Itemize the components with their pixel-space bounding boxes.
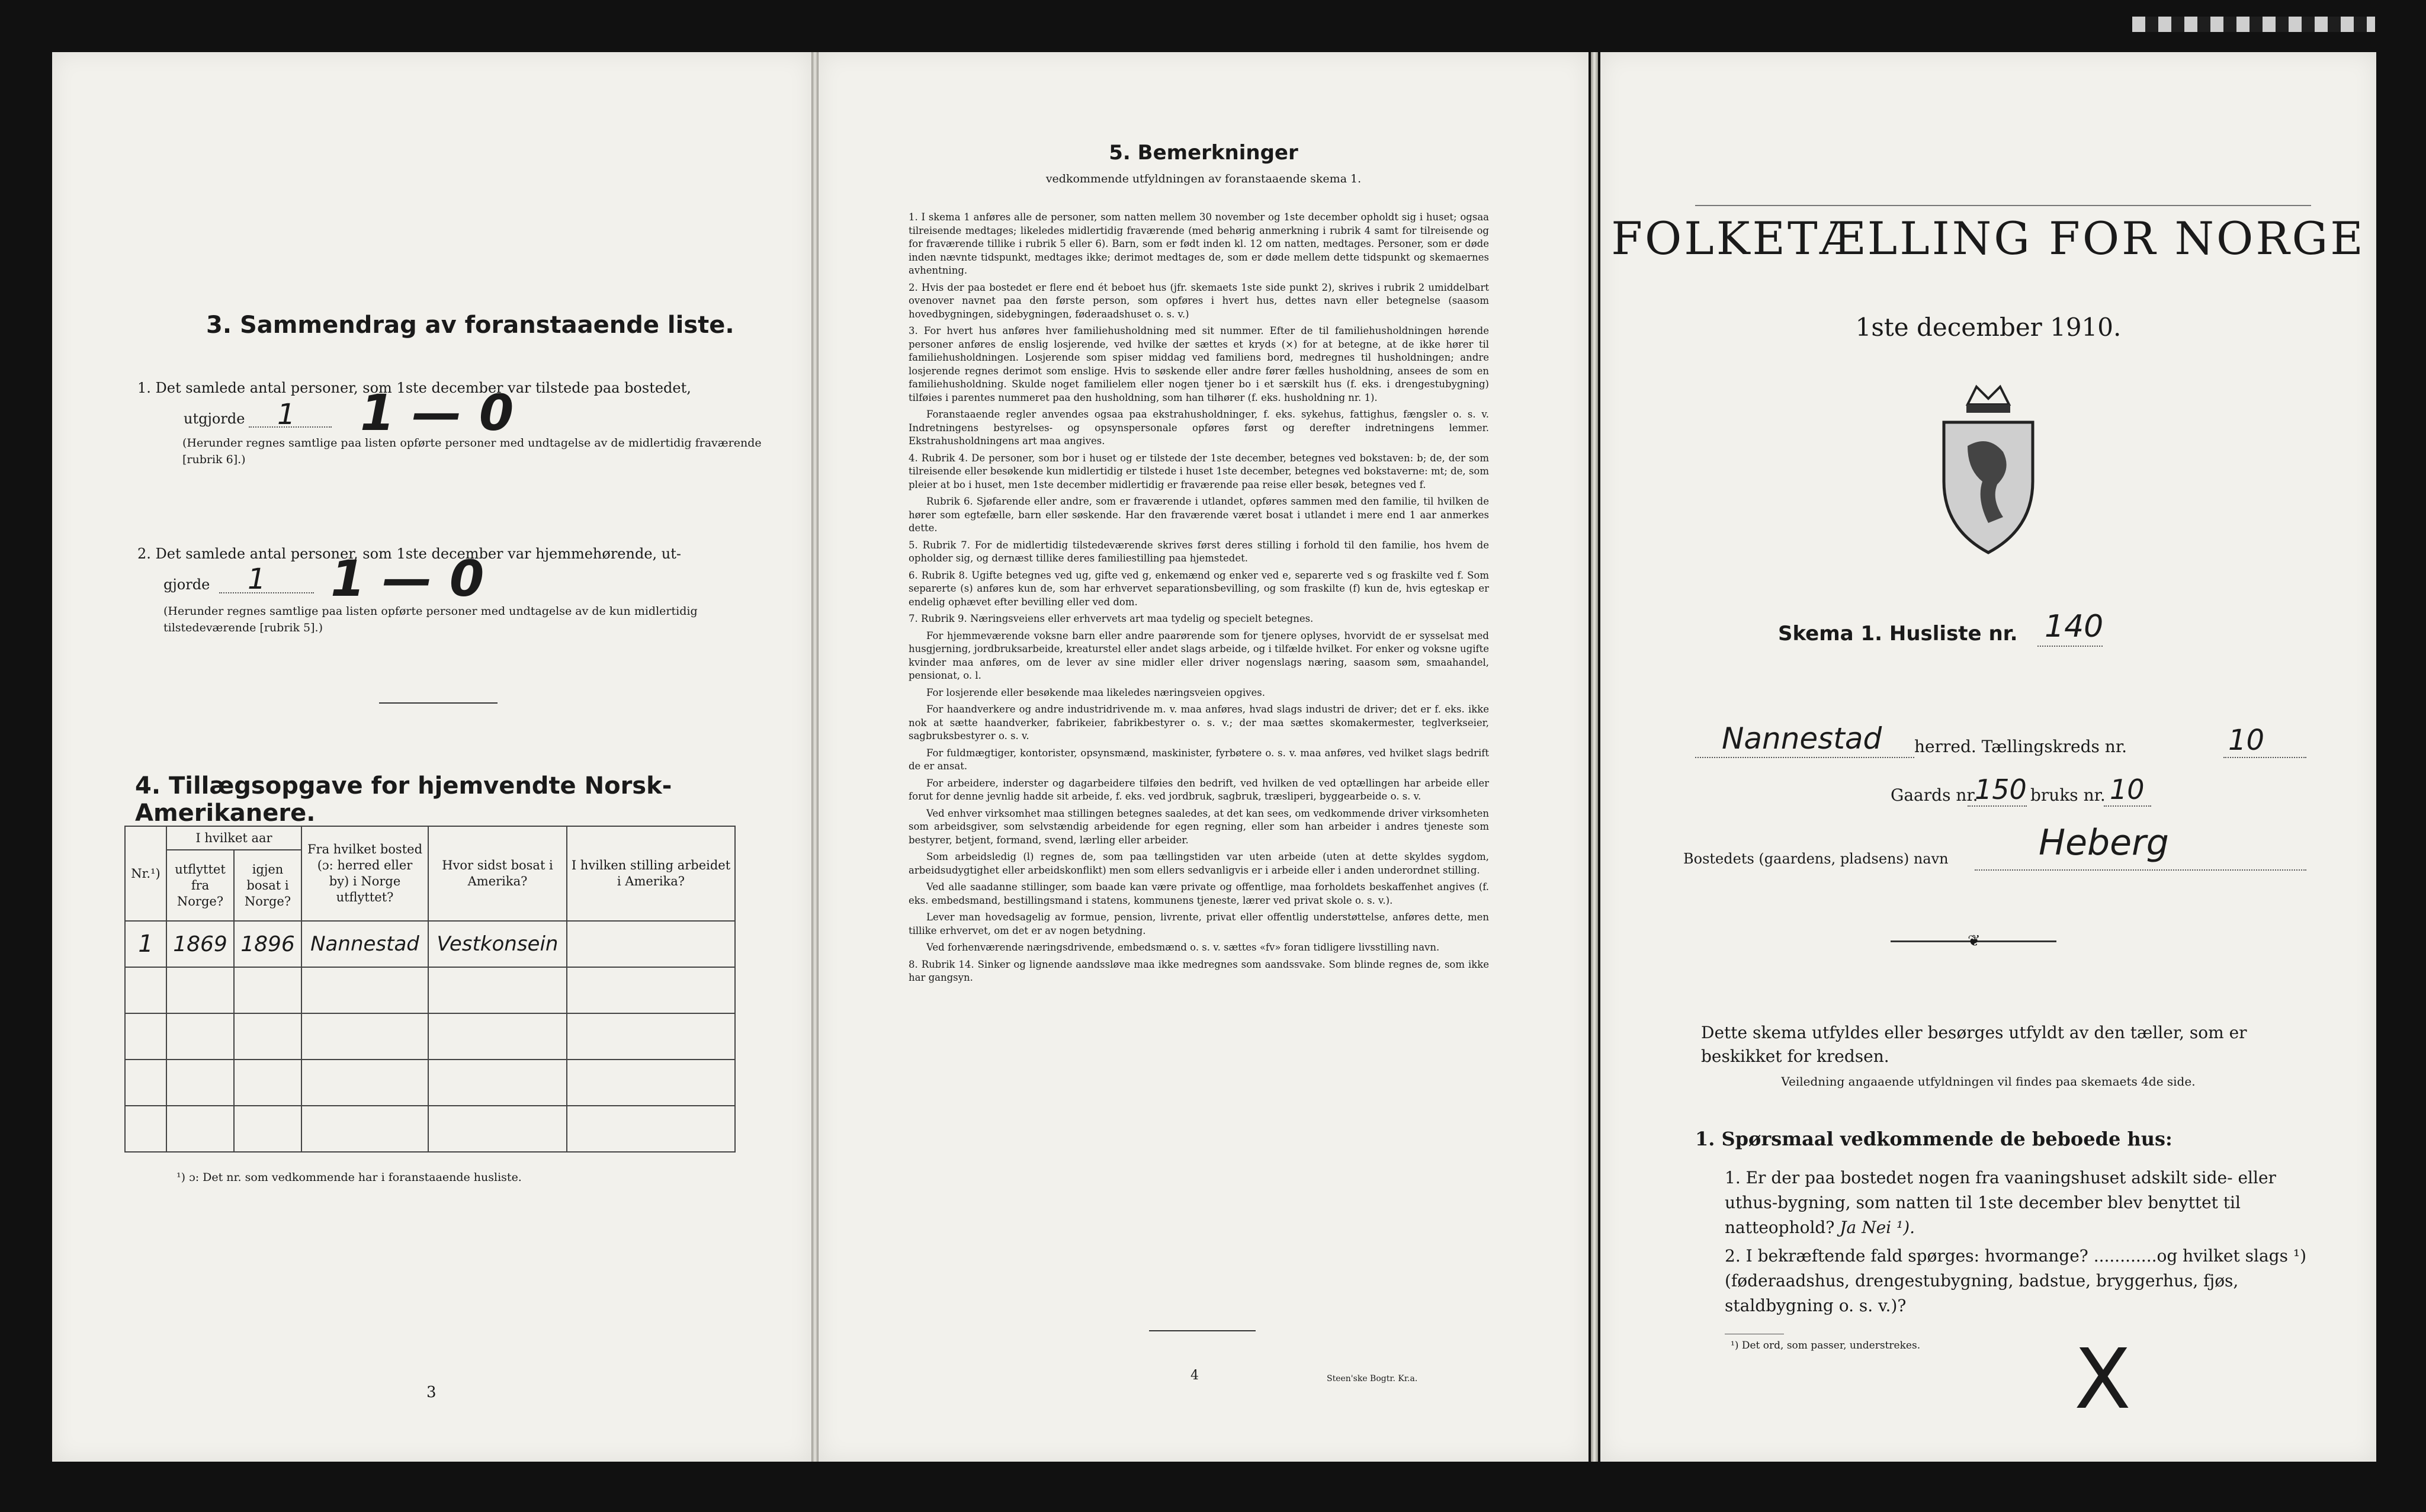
kreds-nr: 10 xyxy=(2228,724,2265,757)
remark-paragraph: For fuldmægtiger, kontorister, opsynsmænd, maskinister, fyrbøtere o. s. v. maa anføres, ved hvilket slags bedrift de er ansat. xyxy=(909,747,1489,772)
remark-paragraph: Som arbeidsledig (l) regnes de, som paa tællingstiden var uten arbeide (uten at dette skyldes sygdom, arbeidsudygtighet eller arbeidskonflikt) men som ellers sedvanligvis er i arbeide eller i anden underordnet stilling. xyxy=(909,851,1489,876)
cell-from: Nannestad xyxy=(301,921,428,967)
question-1-answer: Ja Nei ¹). xyxy=(1840,1218,1915,1237)
remark-paragraph: 4. Rubrik 4. De personer, som bor i huset og er tilstede der 1ste december, betegnes ved bokstaven: b; de, der som tilreisende eller besøkende kun midlertidig er tilstede i huset 1ste december, betegnes ved bokstaverne: mt; de, som pleier at bo i huset, men 1ste december midlertidig er fraværende paa reise eller besøk, betegnes ved f. xyxy=(909,452,1489,490)
cell-nr: 1 xyxy=(125,921,166,967)
table-footnote: ¹) ɔ: Det nr. som vedkommende har i foranstaaende husliste. xyxy=(177,1171,522,1184)
item1-text: 1. Det samlede antal personer, som 1ste december var tilstede paa bostedet, xyxy=(137,380,691,396)
item2-label: gjorde xyxy=(163,576,210,593)
gaards-label: Gaards nr. xyxy=(1891,785,1978,805)
remark-paragraph: For hjemmeværende voksne barn eller andre paarørende som for tjenere oplyses, hvorvidt de er sysselsat med husgjerning, jordbruksarbeide, kreaturstel eller andet slags arbeide, og i tilfælde hvilket. For enker og voksne ugifte kvinder maa anføres, om de lever av sine midler eller driver nogenslags næring, saasom søm, smaahandel, pensionat, o. l. xyxy=(909,630,1489,681)
coat-of-arms-icon xyxy=(1932,381,2045,558)
item2-subtext: (Herunder regnes samtlige paa listen opførte personer med undtagelse av de kun midlertidig tilstedeværende [rubrik 5].) xyxy=(163,605,698,634)
remark-paragraph: 8. Rubrik 14. Sinker og lignende aandssløve maa ikke medregnes som aandssvake. Som blinde regnes de, som ikke har gangsyn. xyxy=(909,958,1489,983)
remark-paragraph: For arbeidere, inderster og dagarbeidere tilføies den bedrift, ved hvilken de ved optællingen har arbeide eller forut for denne jevnlig hadde sit arbeide, f. eks. ved jordbruk, sagbruk, træsliperi, byggearbeide o. s. v. xyxy=(909,777,1489,802)
census-date: 1ste december 1910. xyxy=(1855,313,2122,342)
remark-paragraph: For haandverkere og andre industridrivende m. v. maa anføres, hvad slags industri de driver; det er f. eks. ikke nok at sætte haandverker, fabrikeier, fabrikbestyrer o. s. v.; der maa sættes skomakermester, teglverkseier, sagbruksbestyrer o. s. v. xyxy=(909,704,1489,741)
bruks-label: bruks nr. xyxy=(2030,785,2106,805)
question-2: 2. I bekræftende fald spørges: hvormange? ............og hvilket slags ¹) (føderaadshus, drengestubygning, badstue, bryggerhus, fjøs, staldbygning o. s. v.)? xyxy=(1725,1246,2306,1315)
remark-paragraph: 2. Hvis der paa bostedet er flere end ét beboet hus (jfr. skemaets 1ste side punkt 2), skrives i rubrik 2 umiddelbart ovenover navnet paa den første person, som opføres i hvert hus, dettes navn eller betegnelse (saasom hovedbygningen, sidebygningen, føderaadshuset o. s. v.) xyxy=(909,281,1489,320)
remark-paragraph: Ved forhenværende næringsdrivende, embedsmænd o. s. v. sættes «fv» foran tidligere livsstilling navn. xyxy=(926,942,1440,953)
remark-paragraph: Foranstaaende regler anvendes ogsaa paa ekstrahusholdninger, f. eks. sykehus, fattighus, fængsler o. s. v. Indretningens bestyrelses- og opsynspersonale opføres først og derefter indretningens lemmer. Ekstrahusholdningens art maa angives. xyxy=(909,409,1489,447)
page-left xyxy=(52,52,811,1462)
page-middle xyxy=(819,52,1589,1462)
skema-label: Skema 1. Husliste nr. xyxy=(1778,622,2018,646)
question-1 xyxy=(1725,1166,2311,1240)
remark-paragraph: 6. Rubrik 8. Ugifte betegnes ved ug, gifte ved g, enkemænd og enker ved e, separerte ved s og fraskilte ved f. Som separerte (s) anføres kun de, som har erhvervet separationsbevilling, og som fraskilte (f) kun de, hvis egteskap er endelig ophævet efter bevilling eller ved dom. xyxy=(909,569,1489,608)
bosted-label: Bostedets (gaardens, pladsens) navn xyxy=(1683,850,1949,867)
remark-paragraph: For losjerende eller besøkende maa likeledes næringsveien opgives. xyxy=(926,686,1265,698)
page-number: 3 xyxy=(426,1383,437,1401)
norsk-amerikanere-table xyxy=(124,826,736,1153)
remarks-body xyxy=(909,211,1489,988)
item1-label: utgjorde xyxy=(184,410,245,427)
cell-emig: 1869 xyxy=(166,921,234,967)
gaards-nr: 150 xyxy=(1975,773,2027,805)
census-title: FOLKETÆLLING FOR NORGE xyxy=(1611,212,2366,265)
remark-paragraph: 7. Rubrik 9. Næringsveiens eller erhvervets art maa tydelig og specielt betegnes. xyxy=(909,613,1314,624)
col-header-nr: Nr.¹) xyxy=(125,826,166,921)
col-header-emig: utflyttet fra Norge? xyxy=(166,850,234,921)
question-1-text: 1. Er der paa bostedet nogen fra vaaningshuset adskilt side- eller uthus-bygning, som natten til 1ste december blev benyttet til natteophold? xyxy=(1725,1168,2276,1237)
husliste-nr: 140 xyxy=(2045,609,2104,644)
cell-ret: 1896 xyxy=(234,921,301,967)
handwritten-x-mark: X xyxy=(2074,1331,2131,1428)
herred-value: Nannestad xyxy=(1722,721,1882,756)
remarks-subtitle: vedkommende utfyldningen av foranstaaende skema 1. xyxy=(1045,172,1362,185)
bruks-nr: 10 xyxy=(2110,773,2145,805)
section-4-title: 4. Tillægsopgave for hjemvendte Norsk-Amerikanere. xyxy=(135,772,672,827)
herred-label: herred. Tællingskreds nr. xyxy=(1914,737,2127,756)
item1-subtext: (Herunder regnes samtlige paa listen opførte personer med undtagelse av de midlertidig fraværende [rubrik 6].) xyxy=(182,436,762,466)
table-row xyxy=(125,1060,735,1106)
color-ruler xyxy=(2132,17,2375,32)
item2-value: 1 xyxy=(248,563,266,596)
remark-paragraph: Rubrik 6. Sjøfarende eller andre, som er fraværende i utlandet, opføres sammen med den familie, til hvilken de hører som egtefælle, barn eller søskende. Har den fraværende været bosat i utlandet i mere end 1 aar anmerkes dette. xyxy=(909,496,1489,534)
table-row xyxy=(125,921,735,967)
table-row xyxy=(125,1106,735,1152)
item1-value: 1 xyxy=(277,398,296,431)
instruction-subtext: Veiledning angaaende utfyldningen vil findes paa skemaets 4de side. xyxy=(1781,1074,2196,1089)
item1-note: 1 — 0 xyxy=(360,384,514,442)
col-header-ret: igjen bosat i Norge? xyxy=(234,850,301,921)
ornament-icon: ❦ xyxy=(1968,932,1981,950)
table-row xyxy=(125,967,735,1013)
section-3-title: 3. Sammendrag av foranstaaende liste. xyxy=(206,312,734,339)
bosted-value: Heberg xyxy=(2039,822,2169,863)
cell-where: Vestkonsein xyxy=(428,921,567,967)
remarks-title: 5. Bemerkninger xyxy=(1109,141,1298,165)
right-footnote: ¹) Det ord, som passer, understrekes. xyxy=(1731,1340,1921,1352)
cell-job xyxy=(567,921,735,967)
remark-paragraph: Ved enhver virksomhet maa stillingen betegnes saaledes, at det kan sees, om vedkommende driver virksomheten som arbeidsgiver, som selvstændig arbeidende for egen regning, eller som han arbeider i andres tjeneste som bestyrer, betjent, formand, svend, lærling eller arbeider. xyxy=(909,807,1489,846)
page-right xyxy=(1600,52,2376,1462)
questions-heading: 1. Spørsmaal vedkommende de beboede hus: xyxy=(1695,1128,2173,1150)
item2-text: 2. Det samlede antal personer, som 1ste december var hjemmehørende, ut- xyxy=(137,545,681,562)
instruction-text: Dette skema utfyldes eller besørges utfyldt av den tæller, som er beskikket for kredsen. xyxy=(1701,1023,2247,1066)
table-row xyxy=(125,1013,735,1060)
remark-paragraph: Ved alle saadanne stillinger, som baade kan være private og offentlige, maa forholdets beskaffenhet angives (f. eks. embedsmand, bestillingsmand i statens, kommunens tjeneste, lærer ved privat skole o. s. v.). xyxy=(909,881,1489,906)
remark-paragraph: 3. For hvert hus anføres hver familiehusholdning med sit nummer. Efter de til familiehusholdningen hørende personer anføres de enslig losjerende, ved hvilke der sættes et kryds (×) for at betegne, at de ikke hører til familiehusholdningen. Losjerende som spiser middag ved familiens bord, medregnes til husholdningen; andre losjerende regnes derimot som enslige. Hvis to søskende eller andre fører fælles husholdning, ansees de som en familiehusholdning. Skulde noget familielem eller nogen tjener bo i et særskilt hus (f. eks. i drengestubygning) tilføies i parentes nummeret paa den husholdning, som han tilhører (f. eks. husholdning nr. 1). xyxy=(909,325,1489,403)
printer-mark: Steen'ske Bogtr. Kr.a. xyxy=(1327,1374,1418,1383)
item2-note: 1 — 0 xyxy=(330,550,484,608)
remark-paragraph: 5. Rubrik 7. For de midlertidig tilstedeværende skrives først deres stilling i forhold til den familie, hos hvem de opholder sig, og dernæst tillike deres familiestilling paa hjemstedet. xyxy=(909,539,1489,564)
remark-paragraph: 1. I skema 1 anføres alle de personer, som natten mellem 30 november og 1ste december opholdt sig i huset; ogsaa tilreisende medtages; likeledes midlertidig fraværende (med behørig anmerkning i rubrik 4 samt for tilreisende og for fraværende tillike i rubrik 5 eller 6). Barn, som er født inden kl. 12 om natten, medtages. Personer, som er døde inden nævnte tidspunkt, medtages ikke; derimot medtages de, som er døde mellem dette tidspunkt og skemaernes avhentning. xyxy=(909,211,1489,276)
page-number: 4 xyxy=(1190,1368,1199,1383)
remark-paragraph: Lever man hovedsagelig av formue, pension, livrente, privat eller offentlig understøttelse, anføres dette, men tillike erhvervet, om det er av nogen betydning. xyxy=(909,911,1489,936)
col-header-job: I hvilken stilling arbeidet i Amerika? xyxy=(567,826,735,921)
col-header-from: Fra hvilket bosted (ɔ: herred eller by) i Norge utflyttet? xyxy=(301,826,428,921)
col-header-year: I hvilket aar xyxy=(166,826,301,850)
col-header-where: Hvor sidst bosat i Amerika? xyxy=(428,826,567,921)
